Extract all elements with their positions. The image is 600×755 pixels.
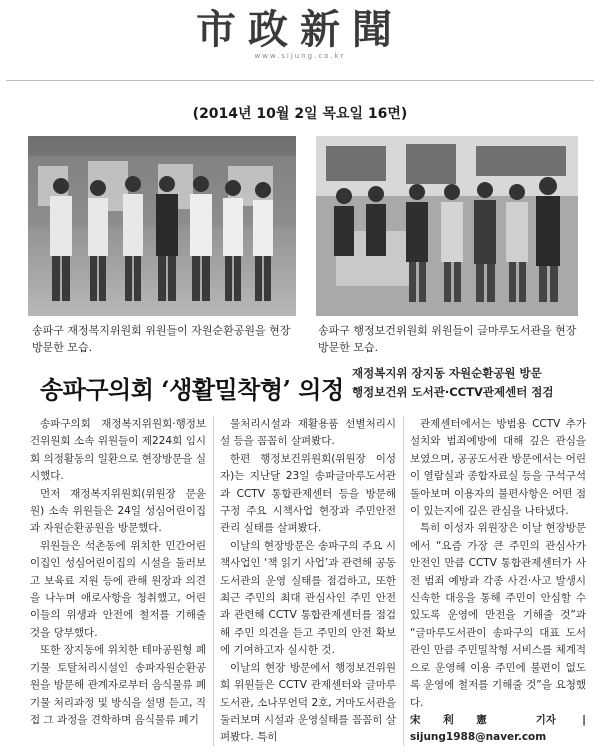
paragraph: 이날의 현장방문은 송파구의 주요 시책사업인 ‘책 읽기 사업’과 관련해 공동도서관의 운영 실태를 점검하고, 또한 최근 주민의 최대 관심사인 주민 안전과 관련해 CCTV 통합관제센터를 점검해 주민 의견을 듣고 주민의 안전 확보에 기여하고자 실시한 것. [220, 539, 396, 657]
subhead-2: 행정보건위 도서관·CCTV관제센터 점검 [352, 385, 554, 399]
photo-recycling-park [28, 136, 296, 316]
photo-library-visit [316, 136, 578, 316]
subhead-1: 재정복지위 장지동 자원순환공원 방문 [352, 366, 542, 380]
dateline: (2014년 10월 2일 목요일 16면) [192, 106, 408, 122]
article-column-3 [410, 416, 586, 750]
article-column-2 [220, 416, 396, 750]
masthead [0, 4, 600, 74]
photo-caption-1: 송파구 재정복지위원회 위원들이 자원순환공원을 현장 방문한 모습. [32, 324, 291, 354]
masthead-rule [6, 80, 594, 81]
column-divider [213, 416, 214, 746]
paragraph: 한편 행정보건위원회(위원장 이성자)는 지난달 23일 송파글마루도서관과 CCTV 통합관제센터 등을 방문해 구정 주요 시책사업 현장과 주민안전 관리 실태를 살펴봤다. [220, 452, 396, 535]
byline: 宋利憲 기자 | sijung1988@naver.com [410, 713, 586, 744]
newspaper-title: 市政新聞 [196, 6, 404, 53]
paragraph: 먼저 재정복지위원회(위원장 문윤원) 소속 위원들은 24일 성심어린이집과 자원순환공원을 방문했다. [30, 487, 206, 535]
paragraph: 특히 이성자 위원장은 이날 현장방문에서 “요즘 가장 큰 주민의 관심사가 안전인 만큼 CCTV 통합관제센터가 사전 범죄 예방과 각종 사건·사고 발생시 신속한 대응을 통해 주민이 안심할 수 있도록 운영에 만전을 기해줄 것”과 “글마루도서관이 송파구의 대표 도서관인 만큼 주민밀착형 서비스를 체계적으로 운영해 이용 주민에 불편이 없도록 운영에 철저를 기해줄 것”을 요청했다. [410, 522, 586, 709]
article-subheads [352, 364, 592, 402]
newspaper-subtitle: www.sijung.co.kr [254, 52, 346, 60]
paragraph: 이날의 현장 방문에서 행정보건위원회 위원들은 CCTV 관제센터와 글마루도서관, 소나무언덕 2호, 거마도서관을 둘러보며 시설과 운영실태를 꼼꼼히 살펴봤다. 특히 [220, 661, 396, 744]
paragraph: 물처리시설과 재활용품 선별처리시설 등을 꼼꼼히 살펴봤다. [220, 418, 396, 448]
column-divider [403, 416, 404, 746]
article-column-1 [30, 416, 206, 750]
paragraph: 위원들은 석촌동에 위치한 민간어린이집인 성심어린이집의 시설을 둘러보고 보육료 지원 등에 관해 원장과 의견을 나누며 애로사항을 청취했고, 어린이들의 위생과 안전에 철저를 기해줄 것을 당부했다. [30, 539, 206, 639]
article-headline: 송파구의회 ‘생활밀착형’ 의정 [40, 375, 344, 404]
paragraph: 또한 장지동에 위치한 테마공원형 폐기물 토탈처리시설인 송파자원순환공원을 방문해 관계자로부터 음식물류 폐기물 처리과정 및 방식을 설명 듣고, 직접 그 과정을 견학하며 음식물류 폐기 [30, 644, 206, 726]
paragraph: 관제센터에서는 방범용 CCTV 추가 설치와 범죄예방에 대해 깊은 관심을 보였으며, 공공도서관 방문에서는 어린이 열람실과 종합자료실 등을 구석구석 돌아보며 이용자의 불편사항은 어떤 점이 있는지에 깊은 관심을 나타냈다. [410, 418, 586, 518]
photo-caption-2: 송파구 행정보건위원회 위원들이 글마루도서관을 현장 방문한 모습. [318, 324, 577, 354]
paragraph: 송파구의회 재정복지위원회·행정보건위원회 소속 위원들이 제224회 임시회 의정활동의 일환으로 현장방문을 실시했다. [30, 418, 206, 483]
